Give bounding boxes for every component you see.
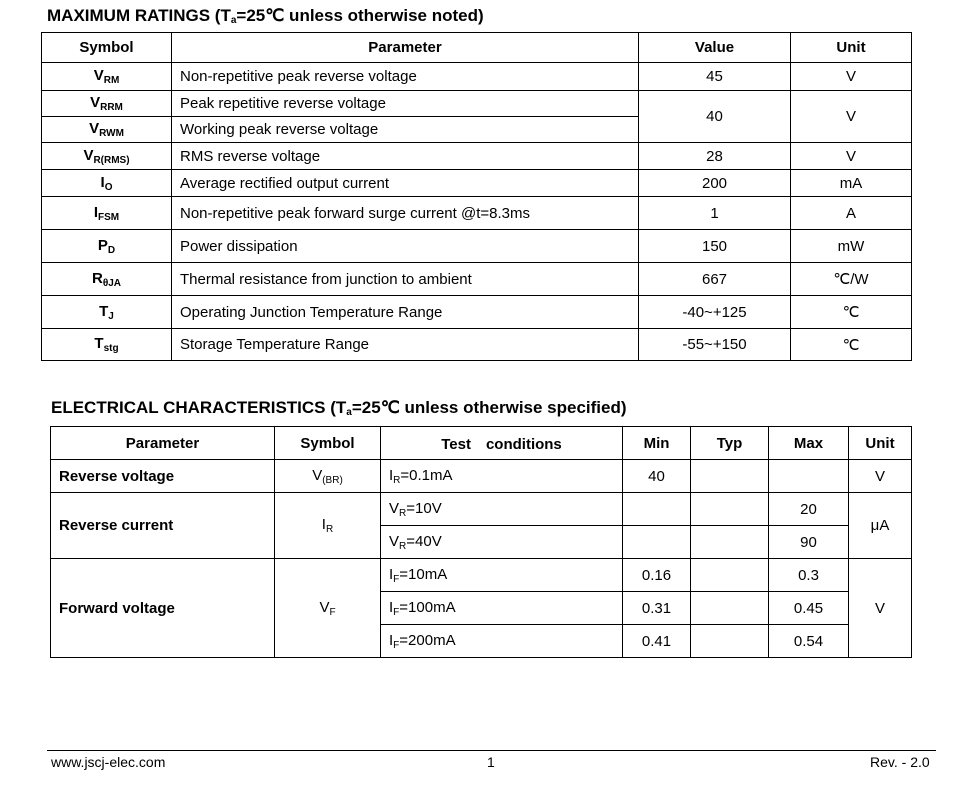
table-header-row — [42, 33, 912, 63]
condition-cell: $V_R=40V$ — [381, 526, 623, 559]
symbol-cell: $V_{RM}$ — [42, 63, 172, 91]
header-symbol: Symbol — [275, 427, 381, 460]
parameter-cell: Power dissipation — [172, 230, 639, 263]
typ-cell — [691, 460, 769, 493]
symbol-cell: $V_{RRM}$ — [42, 91, 172, 117]
table-row — [51, 460, 912, 493]
table-row — [42, 63, 912, 91]
parameter-cell: Forward voltage — [51, 559, 275, 658]
table-row — [42, 296, 912, 329]
header-parameter: Parameter — [172, 33, 639, 63]
typ-cell — [691, 493, 769, 526]
table-row — [51, 493, 912, 526]
min-cell: 0.16 — [623, 559, 691, 592]
header-test-conditions: Test conditions — [381, 427, 623, 460]
unit-cell: ℃ — [791, 296, 912, 329]
parameter-cell: Non-repetitive peak forward surge current @t=8.3ms — [172, 197, 639, 230]
table-row — [42, 91, 912, 117]
parameter-cell: RMS reverse voltage — [172, 143, 639, 170]
min-cell — [623, 493, 691, 526]
parameter-cell: Reverse voltage — [51, 460, 275, 493]
unit-cell: A — [791, 197, 912, 230]
condition-cell: $I_F=100mA$ — [381, 592, 623, 625]
max-cell: 0.3 — [769, 559, 849, 592]
unit-cell: V — [849, 559, 912, 658]
symbol-cell: $T_{stg}$ — [42, 329, 172, 361]
value-cell: 150 — [639, 230, 791, 263]
symbol-cell: $V_{(BR)}$ — [275, 460, 381, 493]
table-header-row — [51, 427, 912, 460]
parameter-cell: Non-repetitive peak reverse voltage — [172, 63, 639, 91]
symbol-cell: $T_J$ — [42, 296, 172, 329]
condition-cell: $V_R=10V$ — [381, 493, 623, 526]
condition-cell: $I_F=10mA$ — [381, 559, 623, 592]
footer-divider — [47, 750, 936, 751]
parameter-cell: Thermal resistance from junction to ambient — [172, 263, 639, 296]
header-max: Max — [769, 427, 849, 460]
max-ratings-title: MAXIMUM RATINGS ($T_a=25℃$ unless otherwise noted) — [47, 6, 484, 26]
typ-cell — [691, 526, 769, 559]
value-cell: 28 — [639, 143, 791, 170]
table-row — [42, 230, 912, 263]
table-row — [42, 197, 912, 230]
value-cell: -55~+150 — [639, 329, 791, 361]
table-row — [42, 329, 912, 361]
symbol-cell: $I_R$ — [275, 493, 381, 559]
max-cell: 0.54 — [769, 625, 849, 658]
min-cell: 0.31 — [623, 592, 691, 625]
unit-cell: V — [791, 63, 912, 91]
max-cell — [769, 460, 849, 493]
table-row — [42, 170, 912, 197]
parameter-cell: Average rectified output current — [172, 170, 639, 197]
min-cell: 0.41 — [623, 625, 691, 658]
min-cell: 40 — [623, 460, 691, 493]
typ-cell — [691, 625, 769, 658]
header-value: Value — [639, 33, 791, 63]
value-cell: 200 — [639, 170, 791, 197]
typ-cell — [691, 592, 769, 625]
symbol-cell: $V_{R(RMS)}$ — [42, 143, 172, 170]
footer-website: www.jscj-elec.com — [51, 754, 166, 770]
value-cell: 1 — [639, 197, 791, 230]
value-cell: -40~+125 — [639, 296, 791, 329]
symbol-cell: $I_O$ — [42, 170, 172, 197]
parameter-cell: Reverse current — [51, 493, 275, 559]
max-cell: 0.45 — [769, 592, 849, 625]
min-cell — [623, 526, 691, 559]
footer-revision: Rev. - 2.0 — [870, 754, 930, 770]
header-unit: Unit — [791, 33, 912, 63]
unit-cell: V — [791, 91, 912, 143]
symbol-cell: $R_{\theta JA}$ — [42, 263, 172, 296]
unit-cell: μA — [849, 493, 912, 559]
header-unit: Unit — [849, 427, 912, 460]
unit-cell: ℃ — [791, 329, 912, 361]
header-parameter: Parameter — [51, 427, 275, 460]
unit-cell: mW — [791, 230, 912, 263]
symbol-cell: $V_{RWM}$ — [42, 117, 172, 143]
symbol-cell: $I_{FSM}$ — [42, 197, 172, 230]
symbol-cell: $V_F$ — [275, 559, 381, 658]
parameter-cell: Operating Junction Temperature Range — [172, 296, 639, 329]
parameter-cell: Storage Temperature Range — [172, 329, 639, 361]
parameter-cell: Peak repetitive reverse voltage — [172, 91, 639, 117]
typ-cell — [691, 559, 769, 592]
value-cell: 45 — [639, 63, 791, 91]
unit-cell: mA — [791, 170, 912, 197]
table-row — [51, 559, 912, 592]
value-cell: 40 — [639, 91, 791, 143]
header-symbol: Symbol — [42, 33, 172, 63]
value-cell: 667 — [639, 263, 791, 296]
elec-char-table — [50, 426, 912, 658]
unit-cell: V — [791, 143, 912, 170]
header-typ: Typ — [691, 427, 769, 460]
table-row — [42, 263, 912, 296]
max-cell: 90 — [769, 526, 849, 559]
symbol-cell: $P_D$ — [42, 230, 172, 263]
elec-char-title: ELECTRICAL CHARACTERISTICS ($T_a=25℃$ unless otherwise specified) — [51, 398, 627, 418]
footer-page-number: 1 — [487, 754, 495, 770]
header-min: Min — [623, 427, 691, 460]
unit-cell: V — [849, 460, 912, 493]
table-row — [42, 143, 912, 170]
max-cell: 20 — [769, 493, 849, 526]
condition-cell: $I_R=0.1mA$ — [381, 460, 623, 493]
unit-cell: ℃/W — [791, 263, 912, 296]
parameter-cell: Working peak reverse voltage — [172, 117, 639, 143]
max-ratings-table — [41, 32, 912, 361]
condition-cell: $I_F=200mA$ — [381, 625, 623, 658]
